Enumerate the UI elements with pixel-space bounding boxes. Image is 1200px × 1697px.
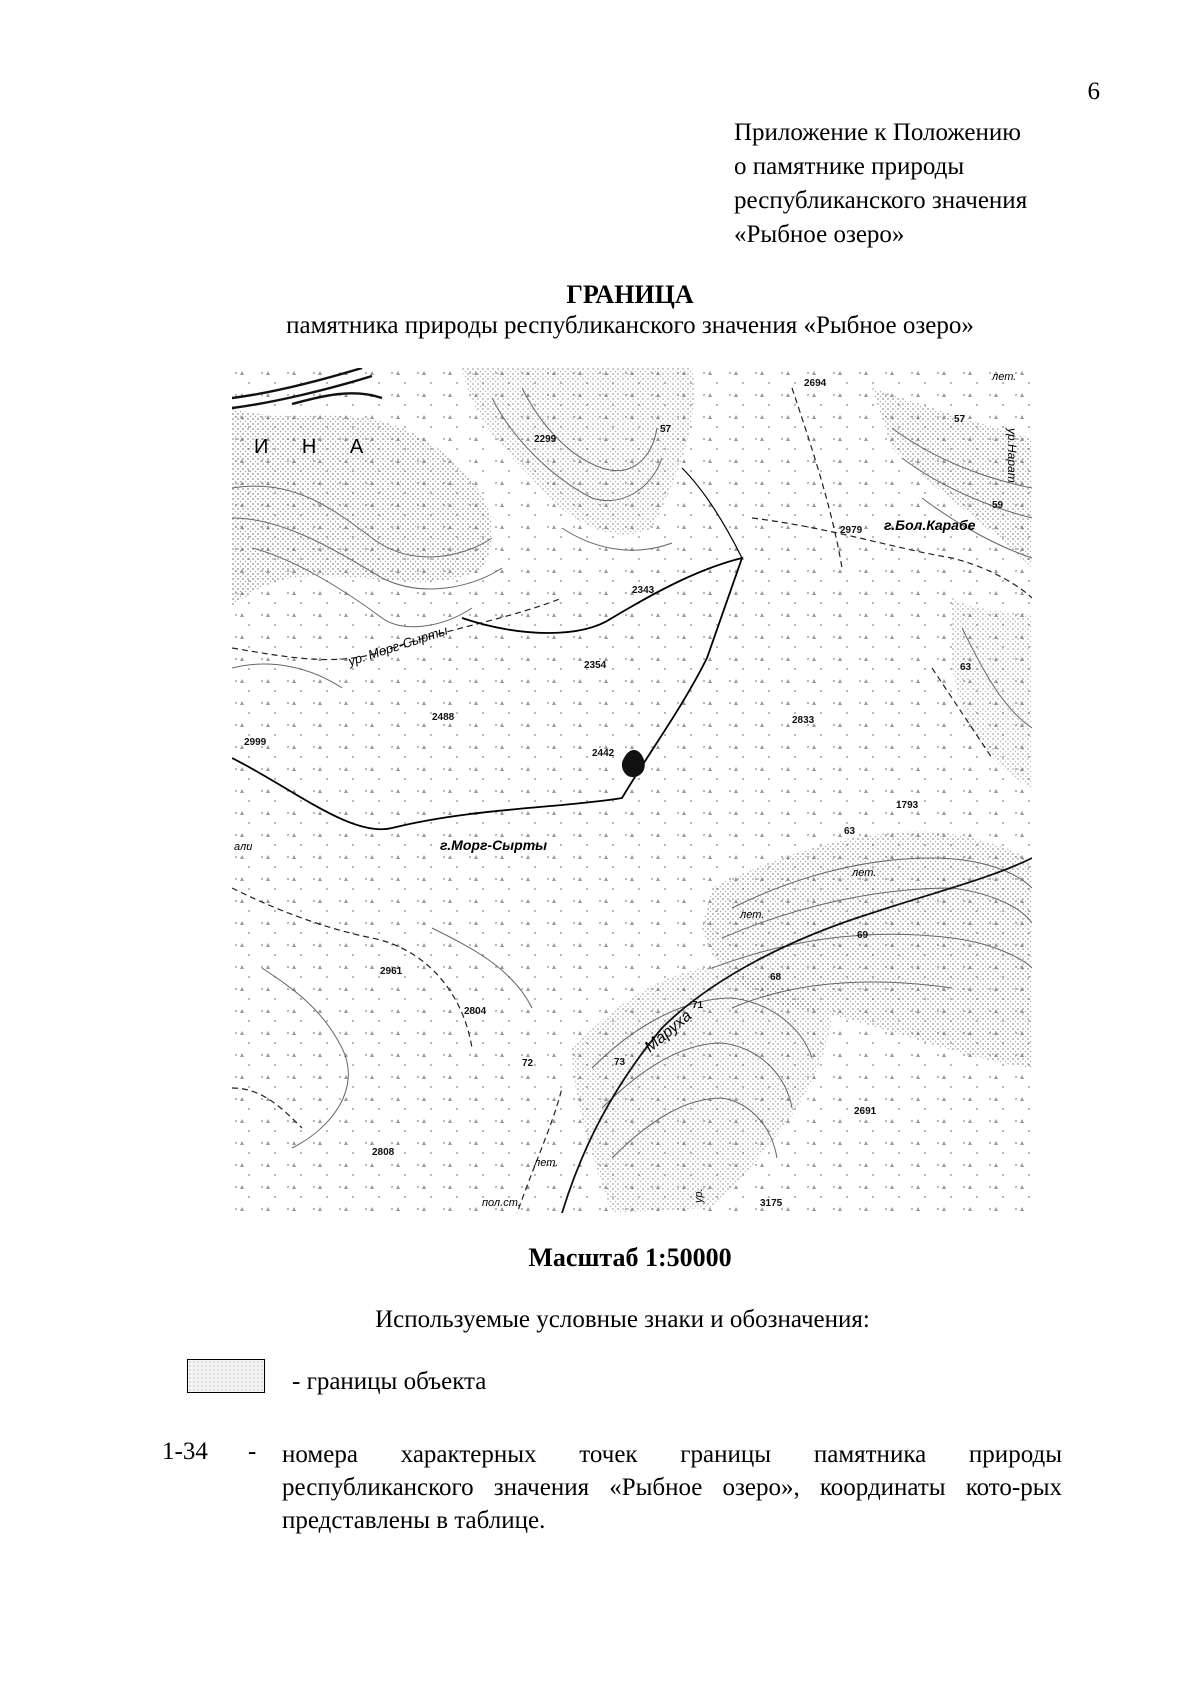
page-title: ГРАНИЦА — [566, 280, 694, 309]
page-number: 6 — [1087, 78, 1100, 105]
elevation-label: 2979 — [840, 525, 863, 536]
appendix-line: Приложение к Положению — [734, 119, 1021, 146]
map-label-marukha: Маруха — [641, 1007, 696, 1057]
elevation-label: 72 — [522, 1058, 534, 1069]
map-label-let: лет. — [740, 909, 765, 921]
elevation-label: 2808 — [372, 1147, 395, 1158]
elevation-label: 2804 — [464, 1006, 487, 1017]
elevation-label: 69 — [857, 930, 869, 941]
map-label-bol-karab: г.Бол.Карабе — [884, 517, 976, 533]
elevation-label: 2691 — [854, 1106, 877, 1117]
elevation-label: 2999 — [244, 737, 267, 748]
map-label-let: лет. — [534, 1157, 559, 1169]
map-label-ina: И Н А — [254, 436, 378, 458]
topographic-map — [232, 368, 1032, 1213]
elevation-label: 1793 — [896, 800, 919, 811]
points-legend-code: 1-34 — [162, 1438, 208, 1465]
elevation-label: 63 — [844, 826, 856, 837]
map-label-let: лет. — [852, 867, 877, 879]
appendix-line: республиканского значения — [734, 187, 1028, 214]
elevation-label: 73 — [614, 1057, 626, 1068]
boundary-legend-swatch — [187, 1359, 265, 1393]
elevation-label: 2343 — [632, 585, 655, 596]
appendix-header — [734, 116, 1114, 252]
map-scale: Масштаб 1:50000 — [528, 1243, 732, 1272]
map-label-morg-syrty-tract: ур. Морг-Сырты — [346, 622, 450, 669]
points-legend-description: номера характерных точек границы памятника природы республиканского значения «Рыбное озеро», координаты кото-рых представлены в таблице. — [282, 1441, 1062, 1534]
map-label-polst: пол.ст. — [482, 1197, 521, 1209]
appendix-line: о памятнике природы — [734, 153, 965, 180]
elevation-label: 2961 — [380, 966, 403, 977]
elevation-label: 57 — [660, 424, 672, 435]
elevation-label: 2442 — [592, 748, 615, 759]
map-label-ur: ур. — [693, 1188, 705, 1203]
elevation-label: 3175 — [760, 1198, 783, 1209]
elevation-label: 63 — [960, 662, 972, 673]
map-label-morg-syrty-peak: г.Морг-Сырты — [440, 837, 548, 853]
map-label-ur-narat: ур.Нарат — [1005, 428, 1019, 483]
elevation-label: 57 — [954, 414, 966, 425]
elevation-label: 71 — [692, 1000, 704, 1011]
elevation-label: 2354 — [584, 660, 607, 671]
page-subtitle: памятника природы республиканского значения «Рыбное озеро» — [286, 312, 974, 339]
elevation-label: 2694 — [804, 378, 827, 389]
elevation-label: 2833 — [792, 715, 815, 726]
elevation-label: 68 — [770, 972, 782, 983]
map-label-ali: али — [234, 841, 253, 853]
appendix-line: «Рыбное озеро» — [734, 221, 905, 248]
map-label-let: лет. — [992, 371, 1017, 383]
elevation-label: 2488 — [432, 712, 455, 723]
elevation-label: 59 — [992, 500, 1004, 511]
elevation-label: 2299 — [534, 434, 557, 445]
boundary-legend-text: - границы объекта — [292, 1368, 487, 1395]
points-legend-dash: - — [248, 1438, 257, 1465]
legend-title: Используемые условные знаки и обозначения: — [375, 1306, 870, 1333]
